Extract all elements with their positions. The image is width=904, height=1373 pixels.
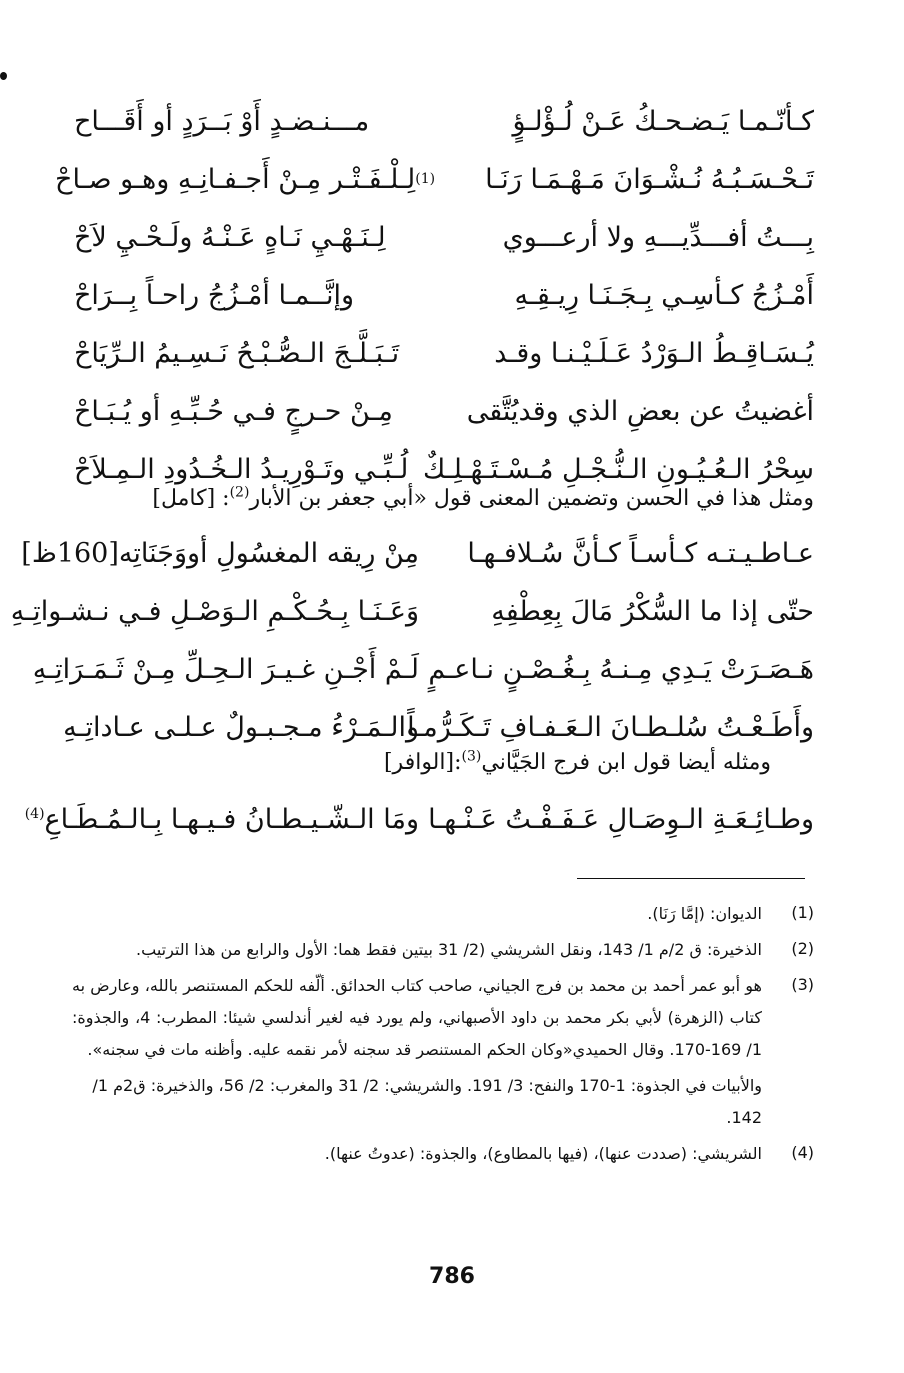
verse-first-hemistich: هَـصَـرَتْ يَـدِي مِـنـهُ بِـغُـصْـنٍ نـاعـمٍ bbox=[428, 653, 814, 685]
verse-first-hemistich: وطـائِـعَـةِ الـوِصَـالِ عَـفَـفْـتُ عَـنْـهـا bbox=[428, 803, 814, 835]
verse-second-text: مِنْ رِيقه المغسُولِ أووَجَنَاتِه[160ظ] bbox=[21, 537, 419, 569]
footnote-text: الديوان: (إمَّا رَنَا). bbox=[647, 904, 762, 923]
footnote-text: هو أبو عمر أحمد بن محمد بن فرج الجياني، صاحب كتاب الحدائق. ألّفه للحكم المستنصر بالله، وعارض به كتاب (الزهرة) لأبي بكر محمد بن داود الأصبهاني، ولم يورد فيه لغير أندلسي شيئا: المطرب: 4، والجذوة: 1/ 169-170. وقال الحميدي«وكان الحكم المستنصر قد سجنه لأمر نقمه عليه. وأظنه مات في سجنه». bbox=[72, 976, 762, 1059]
verse-second-text: وَعَـنَـا بِـحُـكْـمِ الـوَصْـلِ فـي نـشـواتِـهِ bbox=[10, 595, 419, 627]
prose-intro-1 bbox=[152, 486, 814, 511]
prose-intro-2-tail: :[الوافر] bbox=[383, 750, 462, 775]
footnote bbox=[72, 934, 814, 966]
verse-block-c bbox=[24, 790, 814, 848]
footnote-text: الشريشي: (صددت عنها)، (فيها بالمطاوع)، والجذوة: (عدوتُ عنها). bbox=[324, 1144, 762, 1163]
prose-intro-1-tail: : [كامل] bbox=[152, 486, 230, 511]
verse-line bbox=[63, 698, 814, 756]
verse-line bbox=[24, 790, 814, 848]
verse-second-hemistich bbox=[10, 595, 419, 627]
footnote bbox=[72, 898, 814, 930]
verse-second-text: مِـنْ حـرجٍ فـي حُـبِّـهِ أو يُـبَـاحْ bbox=[74, 395, 393, 427]
footnote-ref-2[interactable]: (2) bbox=[229, 484, 250, 501]
verse-second-text: لَـمْ أَجْـنِ غـيـرَ الـحِـلِّ مِـنْ ثَـمَـرَاتِـهِ bbox=[32, 653, 419, 685]
verse-line bbox=[74, 92, 814, 150]
footnote bbox=[72, 970, 814, 1066]
footnote-continuation: والأبيات في الجذوة: 1-170 والنفح: 3/ 191. والشريشي: 2/ 31 والمغرب: 2/ 56، والذخيرة: ق2م 1/ 142. bbox=[92, 1076, 762, 1127]
verse-second-hemistich bbox=[24, 803, 419, 835]
verse-second-hemistich bbox=[74, 221, 419, 253]
verse-line bbox=[21, 524, 814, 582]
verse-line bbox=[10, 582, 814, 640]
verse-block-b bbox=[10, 524, 814, 756]
prose-intro-1-text: ومثل هذا في الحسن وتضمين المعنى قول «أبي جعفر بن الأبار bbox=[249, 486, 814, 511]
verse-second-hemistich bbox=[63, 711, 419, 743]
prose-intro-2 bbox=[384, 750, 771, 775]
verse-second-text: لِـنَـهْـيِ نَـاهٍ عَـنْـهُ ولَـحْـيِ لاَحْ bbox=[74, 221, 386, 253]
verse-line bbox=[74, 382, 814, 440]
verse-line: تَـحْـسَـبُـهُ نُـشْـوَانَ مَـهْـمَـا رَنَـا (1) لِـلْـفَـتْـر مِـنْ أَجـفـانِـهِ وهـو صـاحْ bbox=[55, 163, 814, 195]
page-number: 786 bbox=[429, 1264, 475, 1289]
footnotes bbox=[72, 898, 814, 1174]
verse-second-hemistich bbox=[74, 279, 419, 311]
prose-intro-2-text: ومثله أيضا قول ابن فرج الجَيَّاني bbox=[481, 750, 771, 775]
verse-first-hemistich: عـاطـيـتـه كـأسـاً كـأنَّ سُـلافـهـا bbox=[467, 537, 814, 569]
verse-first-hemistich: كـأنّـمـا يَـضـحـكُ عَـنْ لُـؤْلـؤٍ bbox=[512, 105, 814, 137]
verse-second-text: تَـبَـلَّـجَ الـصُّـبْـحُ نَـسِـيمُ الـرِّيَاحْ bbox=[74, 337, 400, 369]
footnote-number: (4) bbox=[791, 1143, 814, 1162]
footnote-text: الذخيرة: ق 2/م 1/ 143، ونقل الشريشي (2/ 31 بيتين فقط هما: الأول والرابع من هذا الترتيب. bbox=[136, 940, 762, 959]
verse-second-hemistich bbox=[74, 337, 419, 369]
footnote bbox=[72, 1138, 814, 1170]
verse-first-hemistich: أَمْـزُجُ كـأسِـي بِـجَـنَـا رِيـقِـهِ bbox=[514, 279, 814, 311]
footnote-number: (1) bbox=[791, 903, 814, 922]
verse-second-hemistich bbox=[21, 537, 419, 569]
verse-second-hemistich bbox=[32, 653, 419, 685]
verse-second-text: لُـبِّـي وتَـوْرِيـدُ الـخُـدُودِ الـمِـلاَحْ bbox=[74, 453, 409, 485]
verse-second-hemistich bbox=[55, 163, 416, 195]
footnote-ref[interactable]: (4) bbox=[24, 805, 45, 822]
footnote-number: (2) bbox=[791, 939, 814, 958]
verse-first-hemistich: حتّى إذا ما السُّكْرُ مَالَ بِعِطْفِهِ bbox=[491, 595, 814, 627]
verse-second-hemistich bbox=[74, 105, 419, 137]
verse-second-text: مـــنـضـدٍ أَوْ بَــرَدٍ أو أَقَـــاح bbox=[74, 105, 370, 137]
footnote-number: (3) bbox=[791, 975, 814, 994]
verse-first-hemistich: تَـحْـسَـبُـهُ نُـشْـوَانَ مَـهْـمَـا رَنَـا bbox=[485, 163, 814, 195]
margin-mark bbox=[0, 72, 7, 80]
verse-second-text: وإنَّــمـا أمْـزُجُ راحـاً بِــرَاحْ bbox=[74, 279, 355, 311]
footnote-ref-3[interactable]: (3) bbox=[461, 748, 482, 765]
verse-line bbox=[74, 324, 814, 382]
verse-second-hemistich bbox=[74, 395, 419, 427]
verse-first-hemistich: وأَطَـعْـتُ سُلـطـانَ الـعَـفـافِ تَـكَـرُّمـاً bbox=[407, 711, 814, 743]
verse-second-text: لِـلْـفَـتْـر مِـنْ أَجـفـانِـهِ وهـو صـاحْ bbox=[55, 163, 416, 195]
verse-line bbox=[74, 266, 814, 324]
verse-second-hemistich bbox=[74, 453, 419, 485]
verse-block-a bbox=[55, 92, 814, 498]
verse-second-text: والـمَـرْءُ مـجـبـولٌ عـلـى عـاداتِـهِ bbox=[63, 711, 419, 743]
verse-second-text: ومَا الـشّـيـطـانُ فـيـهـا بِـالـمُـطَـاعِ bbox=[44, 803, 419, 835]
verse-first-hemistich: بِـــتُ أفـــدِّيـــهِ ولا أرعـــوي bbox=[502, 221, 814, 253]
footnote-separator bbox=[577, 878, 805, 879]
verse-line bbox=[32, 640, 814, 698]
verse-first-hemistich: أغضيتُ عن بعضِ الذي وقديُتَّقى bbox=[466, 395, 814, 427]
verse-first-hemistich: يُـسَـاقِـطُ الـوَرْدُ عَـلَـيْـنـا وقـد bbox=[494, 337, 814, 369]
verse-first-hemistich: سِحْرُ الـعُـيُـونِ الـنُّـجْـلِ مُـسْـتَـهْـلِـكٌ bbox=[423, 453, 814, 485]
verse-line bbox=[74, 208, 814, 266]
